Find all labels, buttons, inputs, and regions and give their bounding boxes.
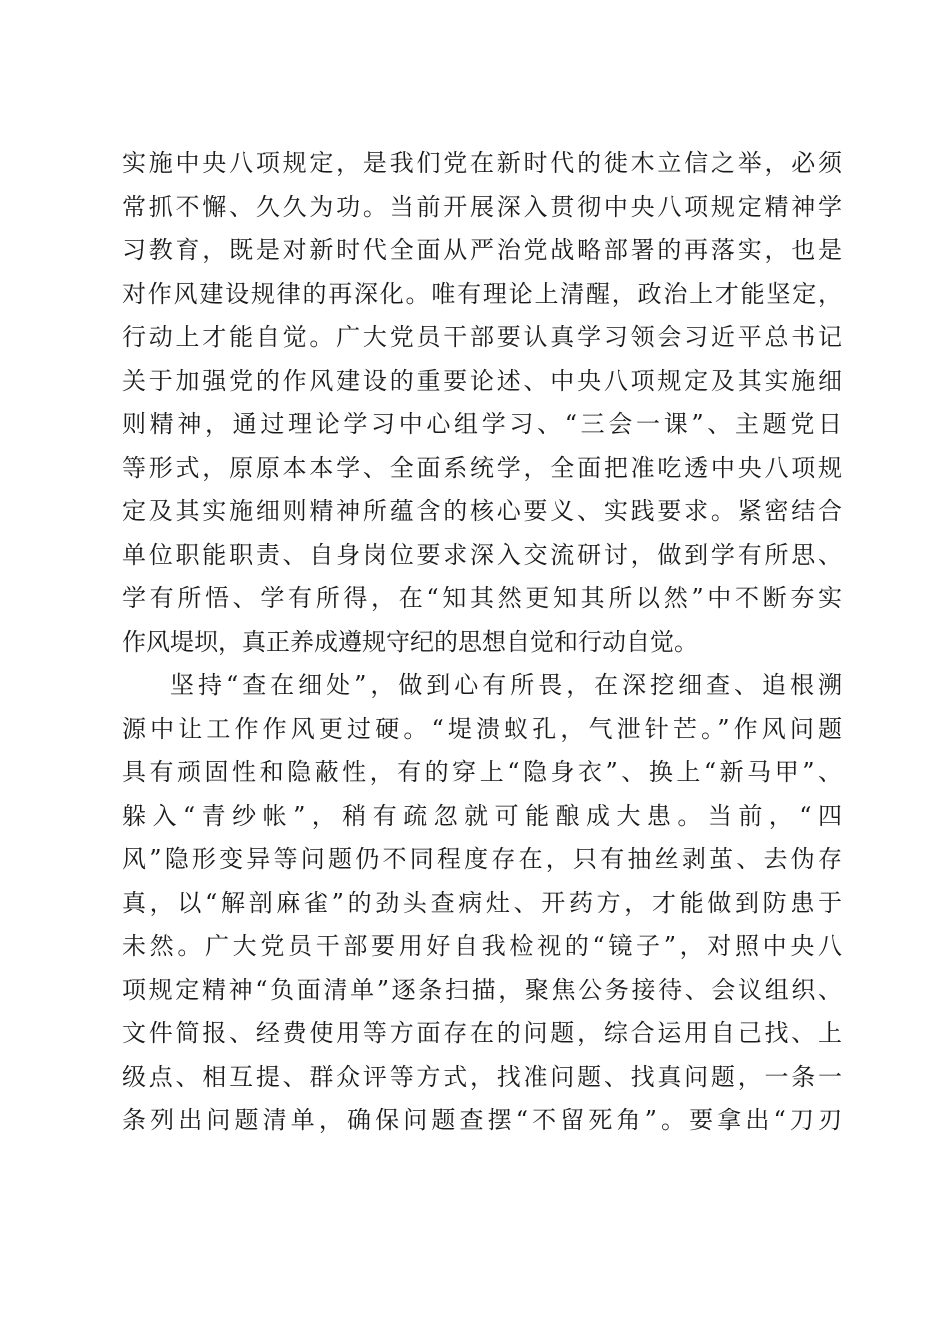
text-line: 真，以“解剖麻雀”的劲头查病灶、开药方，才能做到防患于	[122, 888, 842, 917]
text-line: 坚持“查在细处”，做到心有所畏，在深挖细查、追根溯	[170, 671, 842, 699]
text-line: 具有顽固性和隐蔽性，有的穿上“隐身衣”、换上“新马甲”、	[122, 758, 842, 786]
text-line: 等形式，原原本本学、全面系统学，全面把准吃透中央八项规	[122, 453, 842, 482]
text-line: 条列出问题清单，确保问题查摆“不留死角”。要拿出“刀刃	[122, 1106, 842, 1134]
text-line: 常抓不懈、久久为功。当前开展深入贯彻中央八项规定精神学	[122, 192, 842, 221]
text-line: 风”隐形变异等问题仍不同程度存在，只有抽丝剥茧、去伪存	[122, 845, 842, 873]
text-line: 作风堤坝，真正养成遵规守纪的思想自觉和行动自觉。	[122, 627, 698, 656]
text-line: 项规定精神“负面清单”逐条扫描，聚焦公务接待、会议组织、	[122, 975, 842, 1004]
text-line: 级点、相互提、群众评等方式，找准问题、找真问题，一条一	[122, 1062, 842, 1091]
text-line: 关于加强党的作风建设的重要论述、中央八项规定及其实施细	[122, 366, 842, 395]
paragraph-2	[122, 664, 842, 1143]
text-line: 文件简报、经费使用等方面存在的问题，综合运用自己找、上	[122, 1019, 842, 1047]
paragraph-1	[122, 142, 842, 664]
body-text	[122, 142, 842, 1143]
text-line: 单位职能职责、自身岗位要求深入交流研讨，做到学有所思、	[122, 540, 842, 569]
text-line: 对作风建设规律的再深化。唯有理论上清醒，政治上才能坚定，	[122, 279, 842, 308]
text-line: 行动上才能自觉。广大党员干部要认真学习领会习近平总书记	[122, 323, 842, 351]
text-line: 习教育，既是对新时代全面从严治党战略部署的再落实，也是	[122, 236, 842, 264]
text-line: 学有所悟、学有所得，在“知其然更知其所以然”中不断夯实	[122, 584, 842, 612]
text-line: 定及其实施细则精神所蕴含的核心要义、实践要求。紧密结合	[122, 497, 842, 525]
text-line: 实施中央八项规定，是我们党在新时代的徙木立信之举，必须	[122, 149, 842, 177]
text-line: 未然。广大党员干部要用好自我检视的“镜子”，对照中央八	[122, 932, 842, 960]
text-line: 躲入“青纱帐”，稍有疏忽就可能酿成大患。当前，“四	[122, 801, 842, 830]
text-line: 源中让工作作风更过硬。“堤溃蚁孔，气泄针芒。”作风问题	[122, 714, 842, 743]
text-line: 则精神，通过理论学习中心组学习、“三会一课”、主题党日	[122, 410, 842, 438]
